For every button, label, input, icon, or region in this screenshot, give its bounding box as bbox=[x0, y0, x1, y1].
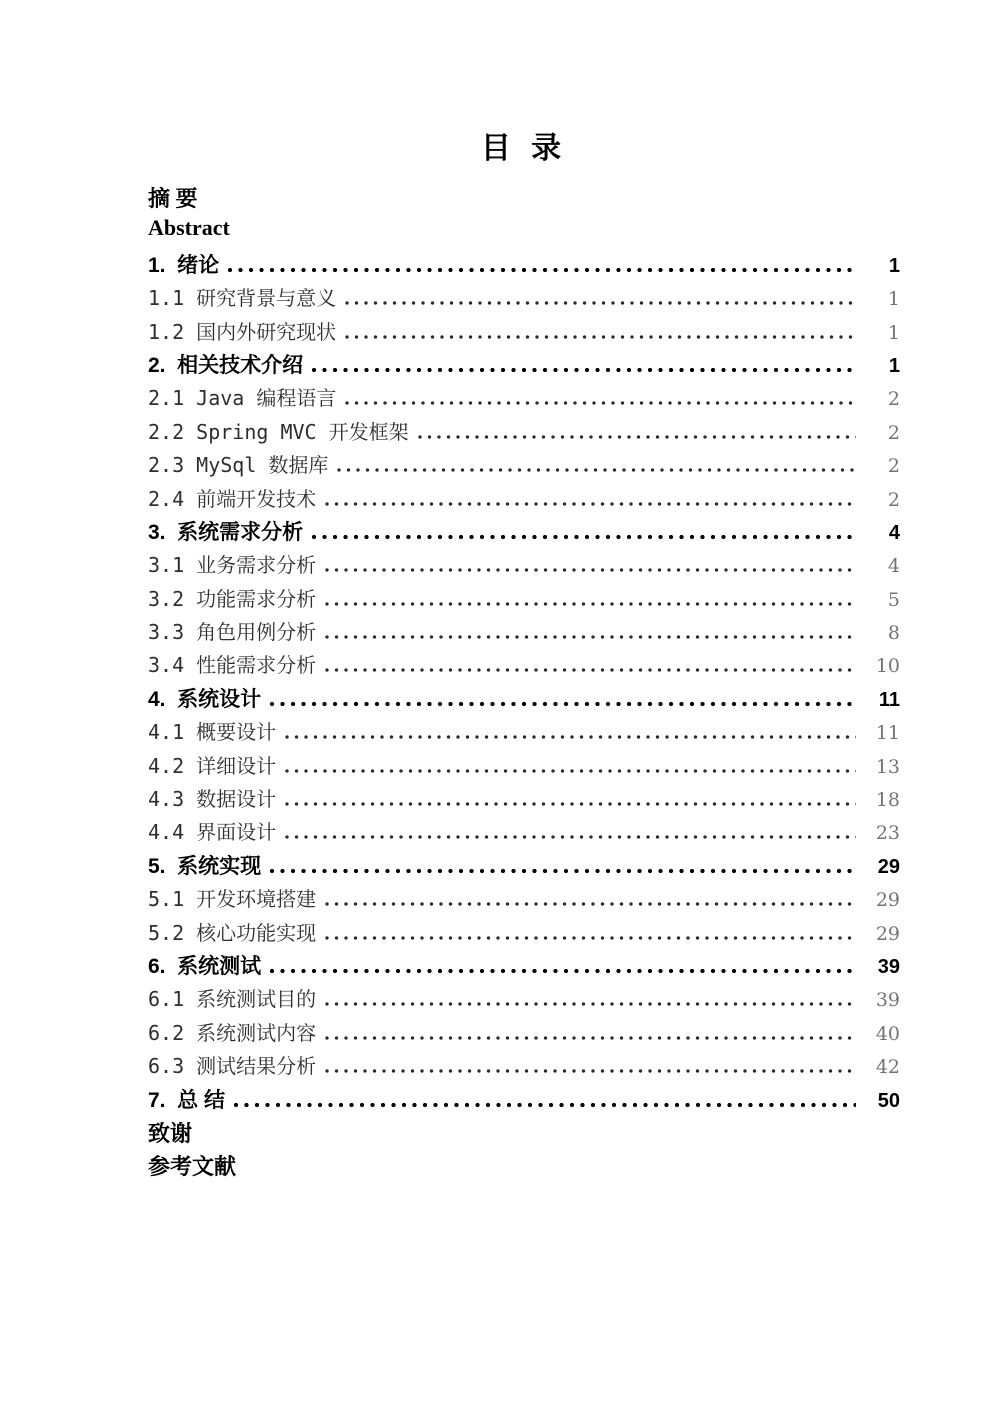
toc-entry bbox=[148, 950, 900, 983]
dot-leader bbox=[336, 464, 856, 472]
dot-leader bbox=[417, 431, 856, 439]
toc-entry-label: 6.2 系统测试内容 bbox=[148, 1020, 317, 1045]
toc-entry bbox=[148, 716, 900, 749]
toc-entry-label: 5.2 核心功能实现 bbox=[148, 920, 317, 945]
toc-entry bbox=[148, 382, 900, 415]
toc-entry-page: 10 bbox=[875, 655, 900, 678]
dot-leader bbox=[284, 798, 856, 806]
toc-entry bbox=[148, 1117, 900, 1150]
toc-entry-page: 4 bbox=[887, 555, 900, 578]
toc-entry-page: 39 bbox=[875, 989, 900, 1012]
toc-entry bbox=[148, 1017, 900, 1050]
toc-entry bbox=[148, 516, 900, 549]
toc-entry-page: 2 bbox=[887, 421, 900, 444]
toc-entry-page: 18 bbox=[875, 789, 900, 812]
toc-entry-page: 29 bbox=[875, 889, 900, 912]
toc-entry-page: 1 bbox=[887, 288, 900, 311]
dot-leader bbox=[324, 1065, 856, 1073]
toc-entry-page: 11 bbox=[875, 722, 900, 745]
toc-entry-page: 39 bbox=[877, 955, 900, 978]
toc-entry-label: 3.3 角色用例分析 bbox=[148, 620, 317, 645]
dot-leader bbox=[344, 297, 856, 305]
toc-entry-label: 6.3 测试结果分析 bbox=[148, 1054, 317, 1079]
toc-entry bbox=[148, 917, 900, 950]
toc-entry-label: Abstract bbox=[148, 215, 230, 241]
dot-leader bbox=[324, 498, 856, 506]
toc-entry-page: 1 bbox=[888, 254, 900, 277]
toc-entry bbox=[148, 649, 900, 682]
toc-entry-page: 40 bbox=[875, 1022, 900, 1045]
dot-leader bbox=[284, 731, 856, 739]
dot-leader bbox=[284, 831, 856, 839]
toc-entry-label: 1. 绪论 bbox=[148, 253, 220, 277]
toc-entry-page: 2 bbox=[887, 455, 900, 478]
dot-leader bbox=[324, 932, 856, 940]
toc-entry-page: 29 bbox=[875, 922, 900, 945]
dot-leader bbox=[344, 397, 856, 405]
dot-leader bbox=[324, 564, 856, 572]
toc-entry bbox=[148, 983, 900, 1016]
toc-entry bbox=[148, 750, 900, 783]
dot-leader bbox=[311, 531, 856, 539]
toc-entry-page: 29 bbox=[877, 855, 900, 878]
toc-entry bbox=[148, 549, 900, 582]
toc-entry bbox=[148, 883, 900, 916]
toc-entry-label: 2.1 Java 编程语言 bbox=[148, 386, 337, 411]
dot-leader bbox=[324, 598, 856, 606]
toc-entry-label: 4.4 界面设计 bbox=[148, 820, 277, 845]
toc-entry-label: 2. 相关技术介绍 bbox=[148, 353, 304, 377]
dot-leader bbox=[324, 631, 856, 639]
dot-leader bbox=[324, 998, 856, 1006]
toc-entry bbox=[148, 316, 900, 349]
dot-leader bbox=[324, 664, 856, 672]
toc-entry bbox=[148, 783, 900, 816]
toc-entry bbox=[148, 215, 900, 248]
toc-entry bbox=[148, 282, 900, 315]
toc-entry bbox=[148, 1084, 900, 1117]
dot-leader bbox=[284, 765, 856, 773]
toc-entry-label: 摘 要 bbox=[148, 186, 198, 211]
toc-entry-label: 3.2 功能需求分析 bbox=[148, 586, 317, 611]
toc-entry-label: 参考文献 bbox=[148, 1154, 237, 1180]
toc-entry-page: 1 bbox=[888, 354, 900, 377]
toc-entry-label: 5. 系统实现 bbox=[148, 854, 262, 878]
toc-entry-page: 1 bbox=[887, 321, 900, 344]
dot-leader bbox=[311, 364, 856, 372]
toc-entry bbox=[148, 850, 900, 883]
toc-entry bbox=[148, 483, 900, 516]
dot-leader bbox=[269, 965, 856, 973]
dot-leader bbox=[269, 865, 856, 873]
toc-entry bbox=[148, 349, 900, 382]
toc-entry-page: 4 bbox=[888, 521, 900, 544]
toc-entry-label: 6.1 系统测试目的 bbox=[148, 987, 317, 1012]
toc-entry-page: 50 bbox=[877, 1089, 900, 1112]
toc-entry-label: 2.3 MySql 数据库 bbox=[148, 453, 329, 478]
toc-entry bbox=[148, 683, 900, 716]
toc-entry-label: 7. 总 结 bbox=[148, 1088, 226, 1112]
toc-entry-page: 5 bbox=[887, 588, 900, 611]
toc-entry-page: 2 bbox=[887, 388, 900, 411]
toc-entry-label: 1.1 研究背景与意义 bbox=[148, 286, 337, 311]
toc-entry-page: 2 bbox=[887, 488, 900, 511]
toc-entry-label: 3.1 业务需求分析 bbox=[148, 553, 317, 578]
toc-entry-label: 4.3 数据设计 bbox=[148, 787, 277, 812]
dot-leader bbox=[233, 1099, 856, 1107]
toc-entry bbox=[148, 1150, 900, 1183]
toc-entry-page: 13 bbox=[875, 755, 900, 778]
toc-entry-page: 8 bbox=[887, 622, 900, 645]
toc-entry-label: 4.1 概要设计 bbox=[148, 720, 277, 745]
dot-leader bbox=[344, 331, 856, 339]
toc-entry-label: 3.4 性能需求分析 bbox=[148, 653, 317, 678]
dot-leader bbox=[324, 898, 856, 906]
toc-entry bbox=[148, 449, 900, 482]
toc-entry-label: 2.4 前端开发技术 bbox=[148, 486, 317, 511]
toc-entry bbox=[148, 1050, 900, 1083]
toc-entry-label: 5.1 开发环境搭建 bbox=[148, 887, 317, 912]
dot-leader bbox=[324, 1032, 856, 1040]
toc-entry bbox=[148, 816, 900, 849]
toc-entry-label: 3. 系统需求分析 bbox=[148, 520, 304, 544]
toc-entry-label: 1.2 国内外研究现状 bbox=[148, 319, 337, 344]
toc-entry-label: 2.2 Spring MVC 开发框架 bbox=[148, 419, 409, 444]
dot-leader bbox=[269, 698, 856, 706]
dot-leader bbox=[227, 264, 856, 272]
toc-entry bbox=[148, 583, 900, 616]
page-title: 目 录 bbox=[480, 132, 568, 165]
toc-entry-label: 4.2 详细设计 bbox=[148, 753, 277, 778]
toc-entry-page: 42 bbox=[875, 1056, 900, 1079]
toc-entry bbox=[148, 416, 900, 449]
toc-entry-label: 致谢 bbox=[148, 1120, 193, 1146]
toc-list bbox=[148, 182, 900, 1184]
toc-entry bbox=[148, 182, 900, 215]
toc-entry-label: 6. 系统测试 bbox=[148, 954, 262, 978]
toc-entry bbox=[148, 616, 900, 649]
toc-entry-page: 23 bbox=[875, 822, 900, 845]
toc-entry bbox=[148, 249, 900, 282]
toc-entry-label: 4. 系统设计 bbox=[148, 687, 262, 711]
toc-entry-page: 11 bbox=[878, 688, 900, 711]
